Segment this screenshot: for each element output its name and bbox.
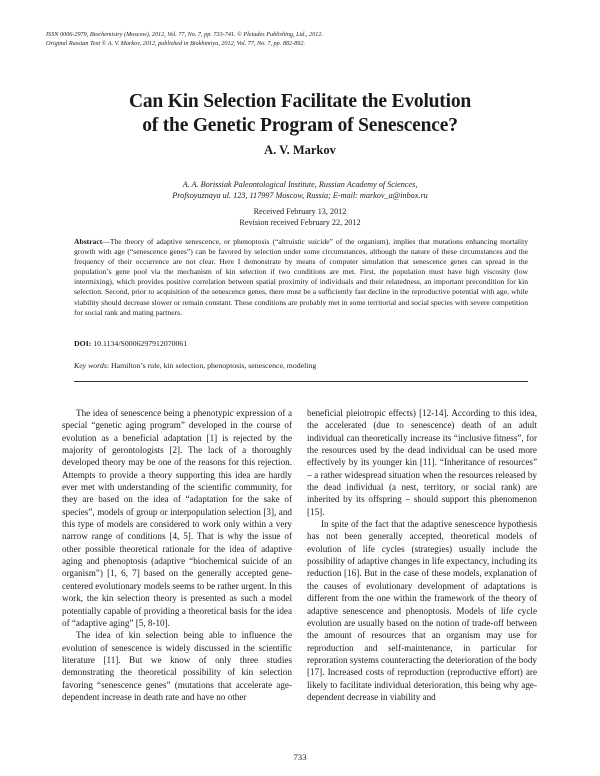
author-affiliation (60, 180, 540, 201)
article-title-line-1: Can Kin Selection Facilitate the Evolution (128, 91, 472, 112)
journal-header-line-1: ISSN 0006-2979, Biochemistry (Moscow), 2012, Vol. 77, No. 7, pp. 733-741. © Pleiades Publishing, Ltd., 2012. (46, 31, 323, 38)
affiliation-line-2: Profsoyuznaya ul. 123, 117997 Moscow, Russia; E-mail: markov_a@inbox.ru (172, 190, 428, 200)
section-divider (74, 381, 528, 382)
doi-value: 10.1134/S0006297912070061 (93, 339, 188, 348)
keywords-label: Key words (74, 361, 107, 370)
affiliation-line-1: A. A. Borissiak Paleontological Institute, Russian Academy of Sciences, (182, 180, 418, 189)
journal-header-line-2: Original Russian Text © A. V. Markov, 2012, published in Biokhimiya, 2012, Vol. 77, No. 7, pp. 882-892. (46, 40, 306, 47)
body-column-right (307, 407, 537, 703)
body-paragraph: In spite of the fact that the adaptive senescence hypothesis has not been generally accepted, theoretical models of evolution of life cycles (strategies) usually include the possibility of adaptive changes in life expectancy, including its reduction [16]. But in the case of these models, explanation of the causes of evolutionary development of adaptations is different from the one within the framework of the theory of adaptive senescence and phenoptosis. Models of life cycle evolution are usually based on the notion of trade-off between the amount of resources that an organism may use for reproduction and self-maintenance, in particular for reproration systems counteracting the deterioration of the body [17]. Increased costs of reproduction (reproductive effort) are likely to facilitate individual deterioration, this being why age-dependent decrease in viability and (307, 519, 537, 702)
article-title-line-2: of the Genetic Program of Senescence? (142, 115, 458, 136)
abstract (74, 237, 528, 318)
article-dates (60, 206, 540, 228)
keywords-value: : Hamilton’s rule, kin selection, phenoptosis, senescence, modeling (106, 361, 317, 370)
abstract-label: Abstract (74, 237, 103, 246)
revised-date: Revision received February 22, 2012 (239, 218, 361, 227)
keywords (74, 361, 528, 370)
doi (74, 339, 528, 348)
author-name: A. V. Markov (264, 143, 336, 157)
abstract-text: —The theory of adaptive senescence, or phenoptosis (“altruistic suicide” of the organism), implies that mutations enhancing mortality growth with age (“senescence genes”) can be favored by selection under some circumstances, although the nature of these circumstances and the frequency of their occurrence are not clear. Here I demonstrate by means of computer simulation that senescence genes can spread in the population’s gene pool via the mechanism of kin selection if two conditions are met. First, the population must have high viscosity (low intermixing), which provides positive correlation between spatial proximity of individuals and their relatedness, an important precondition for kin selection. Second, prior to acquisition of the senescence genes, there must be a sufficiently fast decline in the reproductive potential with age, while viability should decrease slower or remain constant. These conditions are probably met in some territorial and social species with severe competition for social rank and mating partners. (74, 237, 528, 317)
journal-header (46, 30, 566, 48)
body-paragraph: The idea of kin selection being able to influence the evolution of senescence is widely discussed in the scientific literature [11]. But we know of only three studies demonstrating the theoretical possibility of kin selection favoring “senescence genes” (mutations that accelerate age-dependent increase in death rate and have no other (62, 630, 292, 702)
body-paragraph: beneficial pleiotropic effects) [12-14]. According to this idea, the accelerated (due to senescence) death of an adult individual can theoretically increase its “inclusive fitness”, for the resources used by the dead individual can be used more effectively by its younger kin [11]. “Inheritance of resources” – a rather widespread situation when the resources released by the dead individual (a nest, territory, or social rank) are inherited by its offspring – should support this phenomenon [15]. (307, 408, 537, 517)
article-title (60, 90, 540, 138)
received-date: Received February 13, 2012 (253, 207, 347, 216)
page-number: 733 (293, 752, 307, 762)
body-column-left (62, 407, 292, 703)
body-paragraph: The idea of senescence being a phenotypic expression of a special “genetic aging program” developed in the course of evolution as a beneficial adaptation [1] is rejected by the majority of gerontologists [2]. The lack of a thoroughly developed theory may be one of the reasons for this rejection. Attempts to provide a theory supporting this idea are hardly ever met with understanding of the scientific community, for they are based on the idea of “adaptation for the sake of species”, models of group or interpopulation selection [3], and this type of models are considered to work only within a very narrow range of conditions [4, 5]. That is why the issue of other possible theoretical rationale for the idea of adaptive aging and phenoptosis (adaptive “biochemical suicide of an organism”) [1, 6, 7] based on the generally accepted gene-centered evolutionary models seems to be rather urgent. In this work, the kin selection theory is presented as such a model potentially capable of providing a theoretical basis for the idea of “adaptive aging” [5, 8-10]. (62, 408, 292, 628)
doi-label: DOI: (74, 339, 92, 348)
